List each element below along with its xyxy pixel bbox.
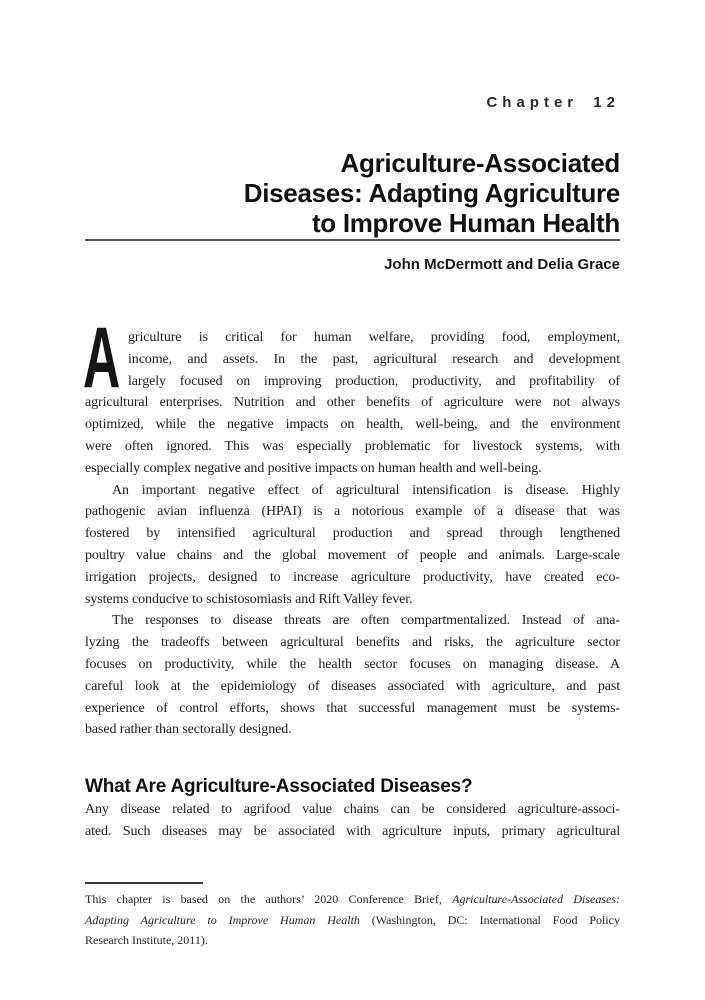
paragraph-1-line: especially complex negative and positive impacts on human health and well-being. [85, 460, 542, 476]
paragraph-2-line: poultry value chains and the global movement of people and animals. Large-scale [85, 547, 620, 563]
title-line-3: to Improve Human Health [311, 208, 620, 238]
paragraph-1-line: griculture is critical for human welfare, providing food, employment, [128, 330, 620, 345]
footnote-line: Research Institute, 2011). [85, 933, 208, 947]
footnote-rule [85, 882, 203, 884]
paragraph-2-line: irrigation projects, designed to increase agriculture productivity, have created eco- [85, 569, 620, 585]
title-rule [85, 239, 620, 241]
body-text [83, 310, 620, 843]
drop-cap: A [83, 310, 121, 406]
paragraph-3-line: based rather than sectorally designed. [85, 722, 292, 738]
paragraph-3-line: lyzing the tradeoffs between agricultural benefits and risks, the agriculture sector [85, 635, 620, 651]
title-line-2: Diseases: Adapting Agriculture [243, 178, 620, 208]
chapter-label: Chapter 12 [486, 94, 620, 111]
paragraph-2-line: fostered by intensified agricultural production and spread through lengthened [85, 526, 620, 542]
footnote-text: (Washington, DC: International Food Policy [359, 912, 620, 927]
paragraph-3-line: The responses to disease threats are often compartmentalized. Instead of ana- [112, 613, 620, 629]
paragraph-1-line: agricultural enterprises. Nutrition and other benefits of agriculture were not always [85, 395, 620, 411]
footnote-line [85, 910, 620, 931]
footnote [85, 889, 620, 951]
paragraph-2-line: pathogenic avian influenza (HPAI) is a notorious example of a disease that was [85, 504, 620, 520]
paragraph-2-line: systems conducive to schistosomiasis and Rift Valley fever. [85, 591, 413, 607]
paragraph-2-line: An important negative effect of agricultural intensification is disease. Highly [112, 482, 620, 498]
footnote-book-title: Agriculture-Associated Diseases: [452, 892, 620, 906]
paragraph-1-line: income, and assets. In the past, agricultural research and development [128, 351, 620, 367]
paragraph-4-line: ated. Such diseases may be associated with agriculture inputs, primary agricultural [85, 823, 620, 839]
footnote-line [85, 889, 620, 910]
paragraph-1-line: were often ignored. This was especially problematic for livestock systems, with [85, 438, 620, 454]
paragraph-1-line: largely focused on improving production, productivity, and profitability of [128, 373, 620, 389]
author-byline: John McDermott and Delia Grace [384, 256, 620, 273]
footnote-text: This chapter is based on the authors’ 2020 Conference Brief, [85, 892, 453, 906]
footnote-book-title: Adapting Agriculture to Improve Human Health [85, 912, 360, 927]
section-heading: What Are Agriculture-Associated Diseases? [85, 776, 473, 798]
title-line-1: Agriculture-Associated [340, 148, 620, 178]
paragraph-3-line: experience of control efforts, shows that successful management must be systems- [85, 700, 620, 716]
paragraph-3-line: careful look at the epidemiology of diseases associated with agriculture, and past [85, 678, 620, 694]
paragraph-1-line: optimized, while the negative impacts on health, well-being, and the environment [85, 417, 620, 433]
paragraph-3-line: focuses on productivity, while the health sector focuses on managing disease. A [85, 656, 620, 672]
chapter-title [85, 148, 620, 238]
paragraph-4-line: Any disease related to agrifood value chains can be considered agriculture-associ- [85, 802, 620, 818]
